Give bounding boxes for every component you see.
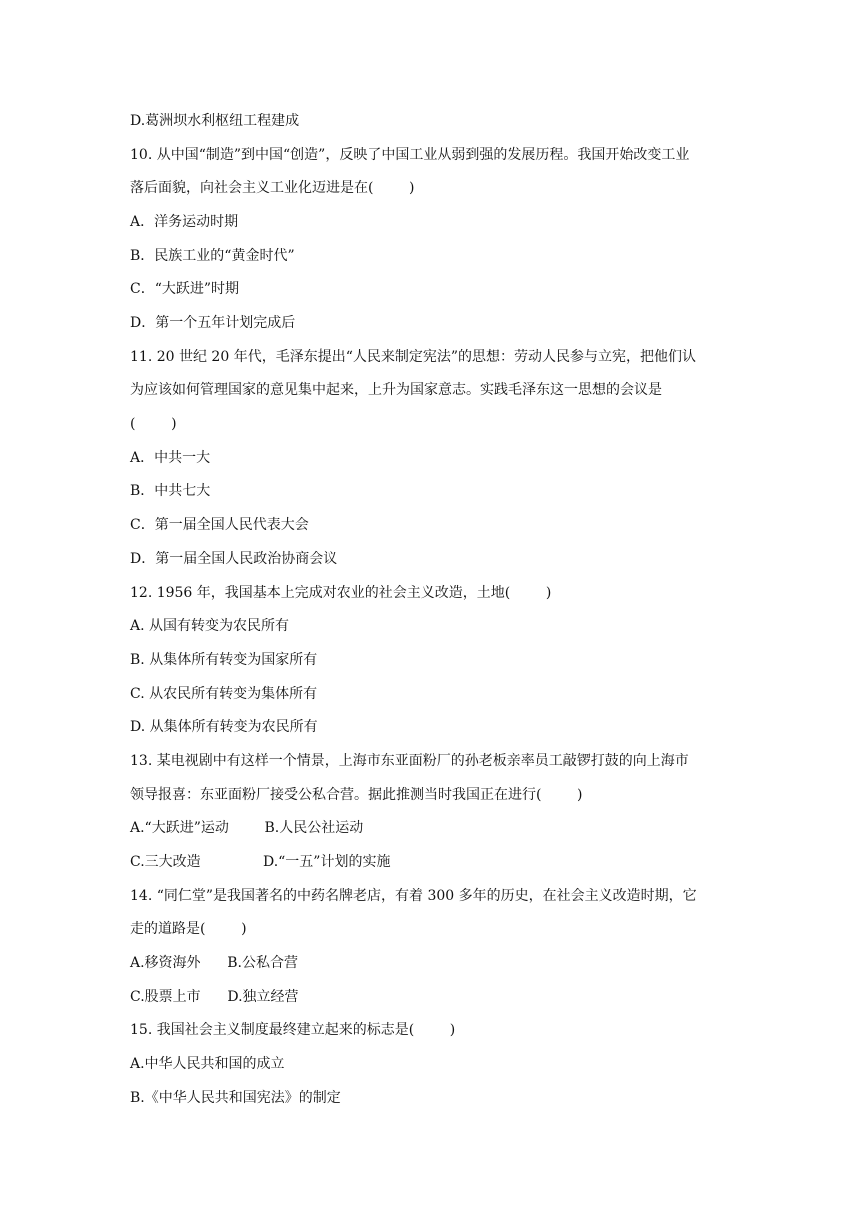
option-12a: A. 从国有转变为农民所有 bbox=[130, 618, 290, 634]
option-12c: C. 从农民所有转变为集体所有 bbox=[130, 686, 318, 702]
option-12b: B. 从集体所有转变为国家所有 bbox=[130, 652, 318, 668]
option-12d: D. 从集体所有转变为农民所有 bbox=[130, 719, 318, 735]
question-11-line-1: 11. 20 世纪 20 年代，毛泽东提出“人民来制定宪法”的思想：劳动人民参与立宪，把他们认 bbox=[130, 349, 697, 365]
question-14-line-1: 14. “同仁堂”是我国著名的中药名牌老店，有着 300 多年的历史，在社会主义改造时期，它 bbox=[130, 888, 697, 904]
question-14-line-2: 走的道路是( ) bbox=[130, 921, 247, 937]
question-10-line-1: 10. 从中国“制造”到中国“创造”，反映了中国工业从弱到强的发展历程。我国开始改变工业 bbox=[130, 147, 690, 163]
options-14-ab: A.移资海外 B.公私合营 bbox=[130, 955, 298, 971]
option-9d: D.葛洲坝水利枢纽工程建成 bbox=[130, 113, 300, 129]
question-13-line-1: 13. 某电视剧中有这样一个情景，上海市东亚面粉厂的孙老板亲率员工敲锣打鼓的向上海市 bbox=[130, 753, 689, 769]
option-10d: D．第一个五年计划完成后 bbox=[130, 315, 296, 331]
options-14-cd: C.股票上市 D.独立经营 bbox=[130, 989, 299, 1005]
options-13-cd: C.三大改造 D.“一五”计划的实施 bbox=[130, 854, 391, 870]
question-11-line-2: 为应该如何管理国家的意见集中起来，上升为国家意志。实践毛泽东这一思想的会议是 bbox=[130, 382, 662, 398]
question-10-line-2: 落后面貌，向社会主义工业化迈进是在( ) bbox=[130, 180, 415, 196]
option-10a: A．洋务运动时期 bbox=[130, 214, 239, 230]
option-11a: A．中共一大 bbox=[130, 450, 211, 466]
question-15: 15. 我国社会主义制度最终建立起来的标志是( ) bbox=[130, 1022, 456, 1038]
question-11-line-3: ( ) bbox=[130, 416, 177, 432]
option-11d: D．第一届全国人民政治协商会议 bbox=[130, 551, 338, 567]
option-11c: C．第一届全国人民代表大会 bbox=[130, 517, 309, 533]
option-15a: A.中华人民共和国的成立 bbox=[130, 1056, 285, 1072]
options-13-ab: A.“大跃进”运动 B.人民公社运动 bbox=[130, 820, 364, 836]
option-15b: B.《中华人民共和国宪法》的制定 bbox=[130, 1090, 341, 1106]
question-12: 12. 1956 年，我国基本上完成对农业的社会主义改造，土地( ) bbox=[130, 585, 552, 601]
option-11b: B．中共七大 bbox=[130, 483, 211, 499]
option-10c: C．“大跃进”时期 bbox=[130, 281, 240, 297]
question-13-line-2: 领导报喜：东亚面粉厂接受公私合营。据此推测当时我国正在进行( ) bbox=[130, 787, 583, 803]
option-10b: B．民族工业的“黄金时代” bbox=[130, 248, 295, 264]
